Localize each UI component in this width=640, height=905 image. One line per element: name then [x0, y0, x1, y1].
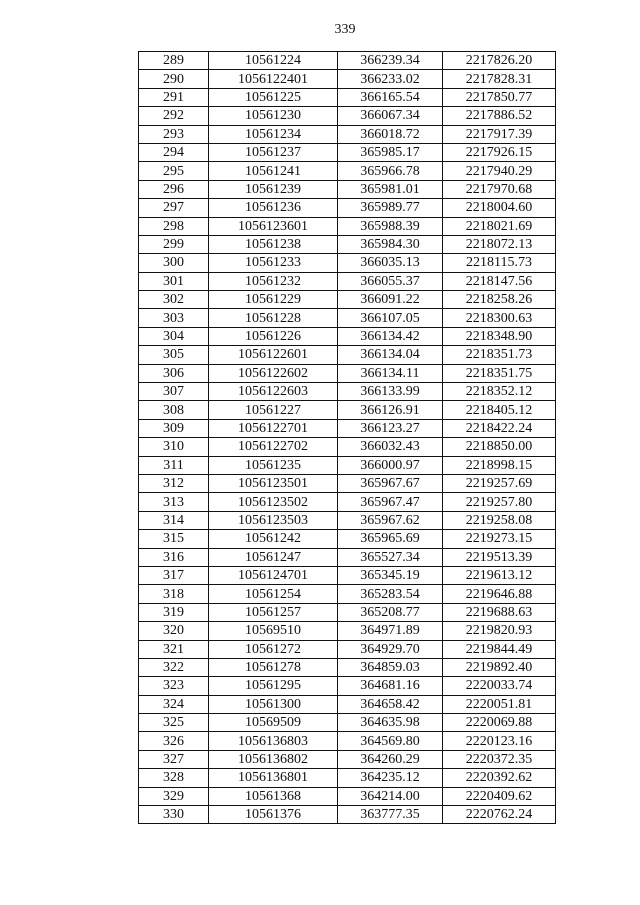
- x-coordinate-cell: 366165.54: [338, 88, 443, 106]
- x-coordinate-cell: 364859.03: [338, 658, 443, 676]
- x-coordinate-cell: 364658.42: [338, 695, 443, 713]
- row-index-cell: 304: [139, 327, 209, 345]
- point-id-cell: 1056123502: [209, 493, 338, 511]
- table-row: [139, 548, 556, 566]
- row-index-cell: 321: [139, 640, 209, 658]
- x-coordinate-cell: 365283.54: [338, 585, 443, 603]
- y-coordinate-cell: 2219257.69: [443, 474, 556, 492]
- row-index-cell: 308: [139, 401, 209, 419]
- table-row: [139, 640, 556, 658]
- row-index-cell: 305: [139, 346, 209, 364]
- row-index-cell: 320: [139, 622, 209, 640]
- row-index-cell: 315: [139, 530, 209, 548]
- table-row: [139, 419, 556, 437]
- point-id-cell: 10561241: [209, 162, 338, 180]
- point-id-cell: 10561254: [209, 585, 338, 603]
- x-coordinate-cell: 364929.70: [338, 640, 443, 658]
- table-row: [139, 125, 556, 143]
- y-coordinate-cell: 2218258.26: [443, 291, 556, 309]
- x-coordinate-cell: 365967.47: [338, 493, 443, 511]
- table-row: [139, 364, 556, 382]
- row-index-cell: 306: [139, 364, 209, 382]
- table-row: [139, 585, 556, 603]
- table-row: [139, 806, 556, 824]
- table-row: [139, 383, 556, 401]
- row-index-cell: 303: [139, 309, 209, 327]
- y-coordinate-cell: 2217970.68: [443, 180, 556, 198]
- y-coordinate-cell: 2219646.88: [443, 585, 556, 603]
- x-coordinate-cell: 366134.11: [338, 364, 443, 382]
- x-coordinate-cell: 366107.05: [338, 309, 443, 327]
- y-coordinate-cell: 2218021.69: [443, 217, 556, 235]
- point-id-cell: 10561230: [209, 107, 338, 125]
- row-index-cell: 310: [139, 438, 209, 456]
- y-coordinate-cell: 2219273.15: [443, 530, 556, 548]
- y-coordinate-cell: 2217926.15: [443, 143, 556, 161]
- point-id-cell: 10561233: [209, 254, 338, 272]
- row-index-cell: 313: [139, 493, 209, 511]
- point-id-cell: 1056123501: [209, 474, 338, 492]
- table-row: [139, 787, 556, 805]
- row-index-cell: 301: [139, 272, 209, 290]
- y-coordinate-cell: 2220033.74: [443, 677, 556, 695]
- point-id-cell: 10561238: [209, 235, 338, 253]
- table-row: [139, 254, 556, 272]
- row-index-cell: 318: [139, 585, 209, 603]
- y-coordinate-cell: 2220409.62: [443, 787, 556, 805]
- table-row: [139, 566, 556, 584]
- x-coordinate-cell: 364260.29: [338, 750, 443, 768]
- table-row: [139, 493, 556, 511]
- x-coordinate-cell: 365967.67: [338, 474, 443, 492]
- point-id-cell: 10561228: [209, 309, 338, 327]
- row-index-cell: 316: [139, 548, 209, 566]
- row-index-cell: 322: [139, 658, 209, 676]
- x-coordinate-cell: 366032.43: [338, 438, 443, 456]
- y-coordinate-cell: 2217850.77: [443, 88, 556, 106]
- x-coordinate-cell: 366126.91: [338, 401, 443, 419]
- row-index-cell: 294: [139, 143, 209, 161]
- table-row: [139, 180, 556, 198]
- y-coordinate-cell: 2219820.93: [443, 622, 556, 640]
- row-index-cell: 330: [139, 806, 209, 824]
- table-row: [139, 732, 556, 750]
- y-coordinate-cell: 2220051.81: [443, 695, 556, 713]
- y-coordinate-cell: 2218351.75: [443, 364, 556, 382]
- table-row: [139, 750, 556, 768]
- y-coordinate-cell: 2217828.31: [443, 70, 556, 88]
- x-coordinate-cell: 365208.77: [338, 603, 443, 621]
- table-row: [139, 511, 556, 529]
- table-row: [139, 530, 556, 548]
- row-index-cell: 293: [139, 125, 209, 143]
- x-coordinate-cell: 366239.34: [338, 52, 443, 70]
- x-coordinate-cell: 366133.99: [338, 383, 443, 401]
- row-index-cell: 317: [139, 566, 209, 584]
- y-coordinate-cell: 2218300.63: [443, 309, 556, 327]
- row-index-cell: 328: [139, 769, 209, 787]
- point-id-cell: 10561236: [209, 199, 338, 217]
- y-coordinate-cell: 2220762.24: [443, 806, 556, 824]
- row-index-cell: 289: [139, 52, 209, 70]
- y-coordinate-cell: 2219258.08: [443, 511, 556, 529]
- y-coordinate-cell: 2220372.35: [443, 750, 556, 768]
- row-index-cell: 302: [139, 291, 209, 309]
- table-row: [139, 677, 556, 695]
- x-coordinate-cell: 365527.34: [338, 548, 443, 566]
- row-index-cell: 311: [139, 456, 209, 474]
- y-coordinate-cell: 2219688.63: [443, 603, 556, 621]
- point-id-cell: 10561225: [209, 88, 338, 106]
- y-coordinate-cell: 2218147.56: [443, 272, 556, 290]
- row-index-cell: 295: [139, 162, 209, 180]
- table-row: [139, 235, 556, 253]
- x-coordinate-cell: 364235.12: [338, 769, 443, 787]
- point-id-cell: 10561226: [209, 327, 338, 345]
- point-id-cell: 10561235: [209, 456, 338, 474]
- point-id-cell: 1056122701: [209, 419, 338, 437]
- point-id-cell: 1056123503: [209, 511, 338, 529]
- point-id-cell: 10561227: [209, 401, 338, 419]
- table-row: [139, 714, 556, 732]
- x-coordinate-cell: 366067.34: [338, 107, 443, 125]
- point-id-cell: 10561237: [209, 143, 338, 161]
- table-row: [139, 70, 556, 88]
- row-index-cell: 307: [139, 383, 209, 401]
- x-coordinate-cell: 366035.13: [338, 254, 443, 272]
- table-row: [139, 327, 556, 345]
- table-row: [139, 603, 556, 621]
- row-index-cell: 298: [139, 217, 209, 235]
- row-index-cell: 309: [139, 419, 209, 437]
- row-index-cell: 300: [139, 254, 209, 272]
- point-id-cell: 10561257: [209, 603, 338, 621]
- x-coordinate-cell: 366233.02: [338, 70, 443, 88]
- x-coordinate-cell: 364214.00: [338, 787, 443, 805]
- y-coordinate-cell: 2217940.29: [443, 162, 556, 180]
- point-id-cell: 10561224: [209, 52, 338, 70]
- point-id-cell: 10561229: [209, 291, 338, 309]
- x-coordinate-cell: 365965.69: [338, 530, 443, 548]
- point-id-cell: 10561295: [209, 677, 338, 695]
- row-index-cell: 329: [139, 787, 209, 805]
- table-row: [139, 107, 556, 125]
- point-id-cell: 10561300: [209, 695, 338, 713]
- y-coordinate-cell: 2218998.15: [443, 456, 556, 474]
- coordinates-table-body: [139, 52, 556, 824]
- table-row: [139, 88, 556, 106]
- table-row: [139, 474, 556, 492]
- row-index-cell: 299: [139, 235, 209, 253]
- point-id-cell: 10561239: [209, 180, 338, 198]
- table-row: [139, 52, 556, 70]
- y-coordinate-cell: 2220123.16: [443, 732, 556, 750]
- y-coordinate-cell: 2218351.73: [443, 346, 556, 364]
- table-row: [139, 217, 556, 235]
- y-coordinate-cell: 2218072.13: [443, 235, 556, 253]
- x-coordinate-cell: 363777.35: [338, 806, 443, 824]
- x-coordinate-cell: 366134.04: [338, 346, 443, 364]
- point-id-cell: 1056122602: [209, 364, 338, 382]
- point-id-cell: 10561368: [209, 787, 338, 805]
- y-coordinate-cell: 2219892.40: [443, 658, 556, 676]
- x-coordinate-cell: 364569.80: [338, 732, 443, 750]
- x-coordinate-cell: 365989.77: [338, 199, 443, 217]
- x-coordinate-cell: 366018.72: [338, 125, 443, 143]
- table-row: [139, 658, 556, 676]
- row-index-cell: 291: [139, 88, 209, 106]
- point-id-cell: 10561232: [209, 272, 338, 290]
- y-coordinate-cell: 2218348.90: [443, 327, 556, 345]
- table-row: [139, 456, 556, 474]
- point-id-cell: 1056136803: [209, 732, 338, 750]
- y-coordinate-cell: 2220392.62: [443, 769, 556, 787]
- point-id-cell: 1056136802: [209, 750, 338, 768]
- table-row: [139, 438, 556, 456]
- y-coordinate-cell: 2218850.00: [443, 438, 556, 456]
- row-index-cell: 292: [139, 107, 209, 125]
- row-index-cell: 327: [139, 750, 209, 768]
- row-index-cell: 325: [139, 714, 209, 732]
- y-coordinate-cell: 2218004.60: [443, 199, 556, 217]
- point-id-cell: 10561242: [209, 530, 338, 548]
- table-row: [139, 346, 556, 364]
- point-id-cell: 10561247: [209, 548, 338, 566]
- x-coordinate-cell: 366134.42: [338, 327, 443, 345]
- x-coordinate-cell: 365988.39: [338, 217, 443, 235]
- row-index-cell: 324: [139, 695, 209, 713]
- x-coordinate-cell: 364681.16: [338, 677, 443, 695]
- y-coordinate-cell: 2218352.12: [443, 383, 556, 401]
- point-id-cell: 10561278: [209, 658, 338, 676]
- point-id-cell: 1056123601: [209, 217, 338, 235]
- point-id-cell: 1056122601: [209, 346, 338, 364]
- row-index-cell: 312: [139, 474, 209, 492]
- y-coordinate-cell: 2217886.52: [443, 107, 556, 125]
- x-coordinate-cell: 366055.37: [338, 272, 443, 290]
- x-coordinate-cell: 366000.97: [338, 456, 443, 474]
- point-id-cell: 1056136801: [209, 769, 338, 787]
- y-coordinate-cell: 2217826.20: [443, 52, 556, 70]
- point-id-cell: 10569509: [209, 714, 338, 732]
- point-id-cell: 1056124701: [209, 566, 338, 584]
- x-coordinate-cell: 366123.27: [338, 419, 443, 437]
- x-coordinate-cell: 365981.01: [338, 180, 443, 198]
- point-id-cell: 1056122401: [209, 70, 338, 88]
- y-coordinate-cell: 2218422.24: [443, 419, 556, 437]
- coordinates-table: [138, 51, 556, 824]
- y-coordinate-cell: 2217917.39: [443, 125, 556, 143]
- point-id-cell: 1056122702: [209, 438, 338, 456]
- row-index-cell: 314: [139, 511, 209, 529]
- x-coordinate-cell: 365984.30: [338, 235, 443, 253]
- point-id-cell: 10561272: [209, 640, 338, 658]
- row-index-cell: 290: [139, 70, 209, 88]
- y-coordinate-cell: 2218405.12: [443, 401, 556, 419]
- row-index-cell: 326: [139, 732, 209, 750]
- x-coordinate-cell: 365345.19: [338, 566, 443, 584]
- y-coordinate-cell: 2219613.12: [443, 566, 556, 584]
- table-row: [139, 622, 556, 640]
- table-row: [139, 401, 556, 419]
- row-index-cell: 296: [139, 180, 209, 198]
- table-row: [139, 199, 556, 217]
- point-id-cell: 10561234: [209, 125, 338, 143]
- table-row: [139, 309, 556, 327]
- x-coordinate-cell: 366091.22: [338, 291, 443, 309]
- x-coordinate-cell: 365966.78: [338, 162, 443, 180]
- row-index-cell: 297: [139, 199, 209, 217]
- x-coordinate-cell: 365967.62: [338, 511, 443, 529]
- y-coordinate-cell: 2219844.49: [443, 640, 556, 658]
- x-coordinate-cell: 364971.89: [338, 622, 443, 640]
- point-id-cell: 10569510: [209, 622, 338, 640]
- table-row: [139, 272, 556, 290]
- x-coordinate-cell: 364635.98: [338, 714, 443, 732]
- y-coordinate-cell: 2218115.73: [443, 254, 556, 272]
- point-id-cell: 1056122603: [209, 383, 338, 401]
- table-row: [139, 695, 556, 713]
- table-row: [139, 769, 556, 787]
- table-row: [139, 291, 556, 309]
- table-row: [139, 143, 556, 161]
- row-index-cell: 319: [139, 603, 209, 621]
- row-index-cell: 323: [139, 677, 209, 695]
- y-coordinate-cell: 2220069.88: [443, 714, 556, 732]
- table-row: [139, 162, 556, 180]
- x-coordinate-cell: 365985.17: [338, 143, 443, 161]
- page-number: 339: [334, 22, 356, 37]
- y-coordinate-cell: 2219513.39: [443, 548, 556, 566]
- y-coordinate-cell: 2219257.80: [443, 493, 556, 511]
- point-id-cell: 10561376: [209, 806, 338, 824]
